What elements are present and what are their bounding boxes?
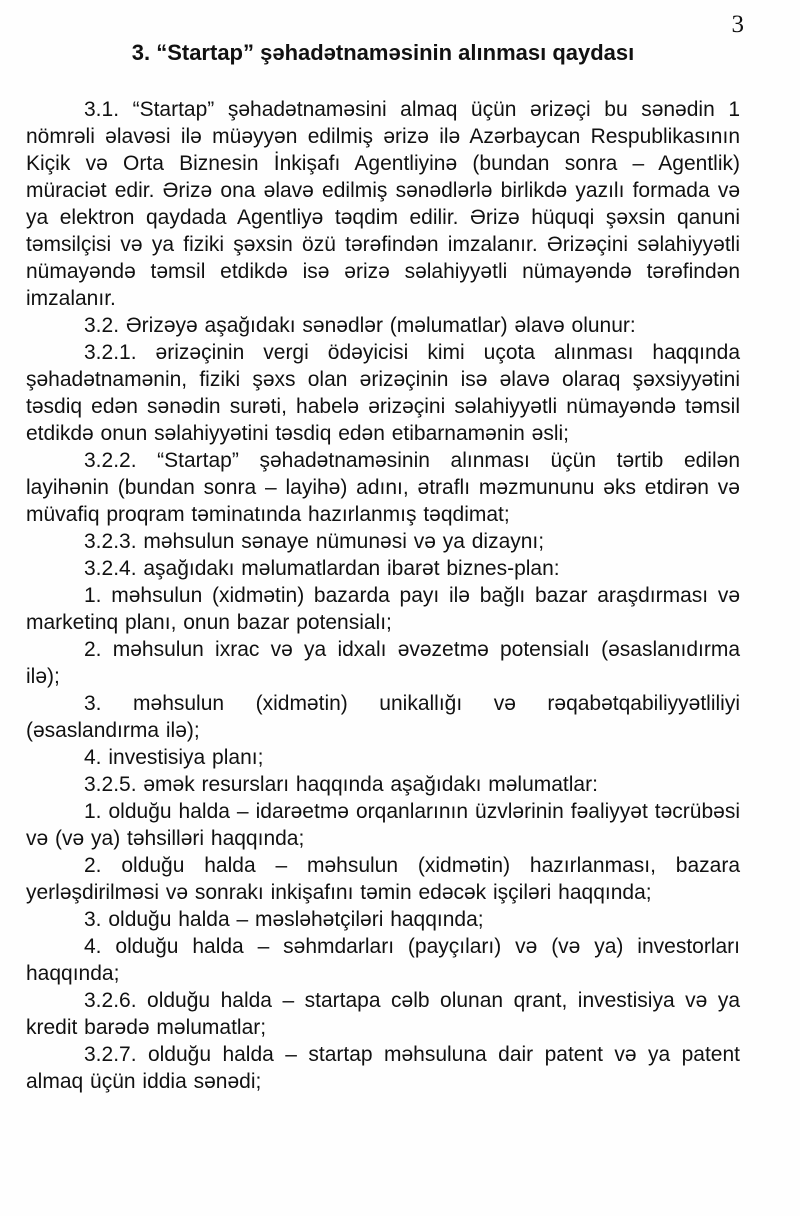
document-content (26, 40, 740, 1095)
paragraph-3-2-3: 3.2.3. məhsulun sənaye nümunəsi və ya dizaynı; (84, 530, 545, 553)
list-item-1-emek-resurslari: 1. olduğu halda – idarəetmə orqanlarının üzvlərinin fəaliyyət təcrübəsi və (və ya) təhsilləri haqqında; (26, 800, 740, 850)
list-item-2-emek-resurslari: 2. olduğu halda – məhsulun (xidmətin) hazırlanması, bazara yerləşdirilməsi və sonrakı inkişafını təmin edəcək işçiləri haqqında; (26, 854, 740, 904)
list-item-1-biznes-plan: 1. məhsulun (xidmətin) bazarda payı ilə bağlı bazar araşdırması və marketinq planı, onun bazar potensialı; (26, 584, 740, 634)
paragraph-3-2-6: 3.2.6. olduğu halda – startapa cəlb olunan qrant, investisiya və ya kredit barədə məlumatlar; (26, 989, 740, 1039)
list-item-2-biznes-plan: 2. məhsulun ixrac və ya idxalı əvəzetmə potensialı (əsaslanıdırma ilə); (26, 638, 740, 688)
paragraph-3-2-5: 3.2.5. əmək resursları haqqında aşağıdakı məlumatlar: (84, 773, 598, 796)
paragraph-3-2: 3.2. Ərizəyə aşağıdakı sənədlər (məlumatlar) əlavə olunur: (84, 314, 636, 337)
paragraph-3-2-4: 3.2.4. aşağıdakı məlumatlardan ibarət biznes-plan: (84, 557, 560, 580)
list-item-4-emek-resurslari: 4. olduğu halda – səhmdarları (payçıları) və (və ya) investorları haqqında; (26, 935, 740, 985)
paragraph-3-2-2: 3.2.2. “Startap” şəhadətnaməsinin alınması üçün tərtib edilən layihənin (bundan sonra – layihə) adını, ətraflı məzmununu əks etdirən və müvafiq proqram təminatında hazırlanmış təqdimat; (26, 449, 740, 526)
list-item-3-biznes-plan: 3. məhsulun (xidmətin) unikallığı və rəqabətqabiliyyətliliyi (əsaslandırma ilə); (26, 692, 740, 742)
paragraph-3-1: 3.1. “Startap” şəhadətnaməsini almaq üçün ərizəçi bu sənədin 1 nömrəli əlavəsi ilə müəyyən edilmiş ərizə ilə Azərbaycan Respublikasının Kiçik və Orta Biznesin İnkişafı Agentliyinə (bundan sonra – Agentlik) müraciət edir. Ərizə ona əlavə edilmiş sənədlərlə birlikdə yazılı formada və ya elektron qaydada Agentliyə təqdim edilir. Ərizə hüquqi şəxsin qanuni təmsilçisi və ya fiziki şəxsin özü tərəfindən imzalanır. Ərizəçini səlahiyyətli nümayəndə təmsil etdikdə isə ərizə səlahiyyətli nümayəndə tərəfindən imzalanır. (26, 98, 740, 310)
list-item-3-emek-resurslari: 3. olduğu halda – məsləhətçiləri haqqında; (84, 908, 484, 931)
list-item-4-biznes-plan: 4. investisiya planı; (84, 746, 264, 769)
paragraph-3-2-7: 3.2.7. olduğu halda – startap məhsuluna dair patent və ya patent almaq üçün iddia sənədi; (26, 1043, 740, 1093)
section-heading: 3. “Startap” şəhadətnaməsinin alınması qaydası (131, 40, 635, 65)
paragraph-3-2-1: 3.2.1. ərizəçinin vergi ödəyicisi kimi uçota alınması haqqında şəhadətnamənin, fiziki şəxs olan ərizəçinin isə əlavə olaraq şəxsiyyətini təsdiq edən sənədin surəti, habelə ərizəçini səlahiyyətli nümayəndə təmsil etdikdə onun səlahiyyətini təsdiq edən etibarnamənin əsli; (26, 341, 740, 445)
page-number: 3 (731, 11, 744, 38)
